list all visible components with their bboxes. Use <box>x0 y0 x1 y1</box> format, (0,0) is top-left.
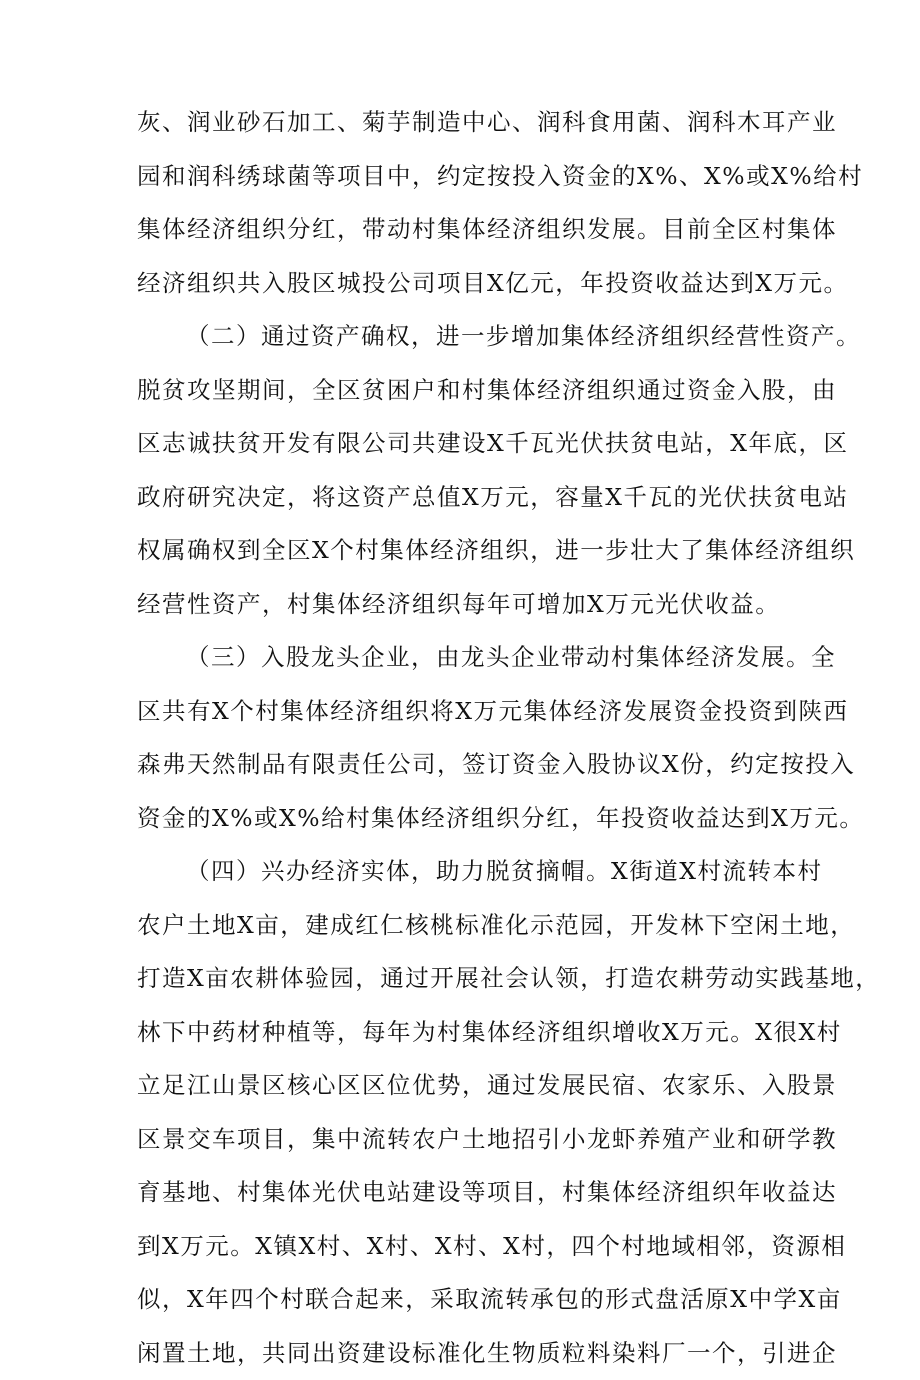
section-heading-3: （三）入股龙头企业，由龙头企业带动村集体经济发展。全 <box>137 631 797 685</box>
text-line: 区共有X个村集体经济组织将X万元集体经济发展资金投资到陕西 <box>137 685 797 739</box>
body-text <box>137 96 797 1380</box>
text-line: 经济组织共入股区城投公司项目X亿元，年投资收益达到X万元。 <box>137 257 797 311</box>
text-line: 似，X年四个村联合起来，采取流转承包的形式盘活原X中学X亩 <box>137 1273 797 1327</box>
text-line: 经营性资产，村集体经济组织每年可增加X万元光伏收益。 <box>137 578 797 632</box>
text-line: 权属确权到全区X个村集体经济组织，进一步壮大了集体经济组织 <box>137 524 797 578</box>
text-line: 育基地、村集体光伏电站建设等项目，村集体经济组织年收益达 <box>137 1166 797 1220</box>
text-line: 园和润科绣球菌等项目中，约定按投入资金的X%、X%或X%给村 <box>137 150 797 204</box>
text-line: 灰、润业砂石加工、菊芋制造中心、润科食用菌、润科木耳产业 <box>137 96 797 150</box>
text-line: 打造X亩农耕体验园，通过开展社会认领，打造农耕劳动实践基地， <box>137 952 797 1006</box>
text-line: 集体经济组织分红，带动村集体经济组织发展。目前全区村集体 <box>137 203 797 257</box>
text-line: 林下中药材种植等，每年为村集体经济组织增收X万元。X很X村 <box>137 1006 797 1060</box>
section-heading-4: （四）兴办经济实体，助力脱贫摘帽。X街道X村流转本村 <box>137 845 797 899</box>
text-line: 区景交车项目，集中流转农户土地招引小龙虾养殖产业和研学教 <box>137 1113 797 1167</box>
text-line: 闲置土地，共同出资建设标准化生物质粒料染料厂一个，引进企 <box>137 1327 797 1380</box>
text-line: 到X万元。X镇X村、X村、X村、X村，四个村地域相邻，资源相 <box>137 1220 797 1274</box>
text-line: 农户土地X亩，建成红仁核桃标准化示范园，开发林下空闲土地， <box>137 899 797 953</box>
text-line: 立足江山景区核心区区位优势，通过发展民宿、农家乐、入股景 <box>137 1059 797 1113</box>
text-line: 政府研究决定，将这资产总值X万元，容量X千瓦的光伏扶贫电站 <box>137 471 797 525</box>
section-heading-2: （二）通过资产确权，进一步增加集体经济组织经营性资产。 <box>137 310 797 364</box>
text-line: 脱贫攻坚期间，全区贫困户和村集体经济组织通过资金入股，由 <box>137 364 797 418</box>
text-line: 区志诚扶贫开发有限公司共建设X千瓦光伏扶贫电站，X年底，区 <box>137 417 797 471</box>
text-line: 森弗天然制品有限责任公司，签订资金入股协议X份，约定按投入 <box>137 738 797 792</box>
text-line: 资金的X%或X%给村集体经济组织分红，年投资收益达到X万元。 <box>137 792 797 846</box>
